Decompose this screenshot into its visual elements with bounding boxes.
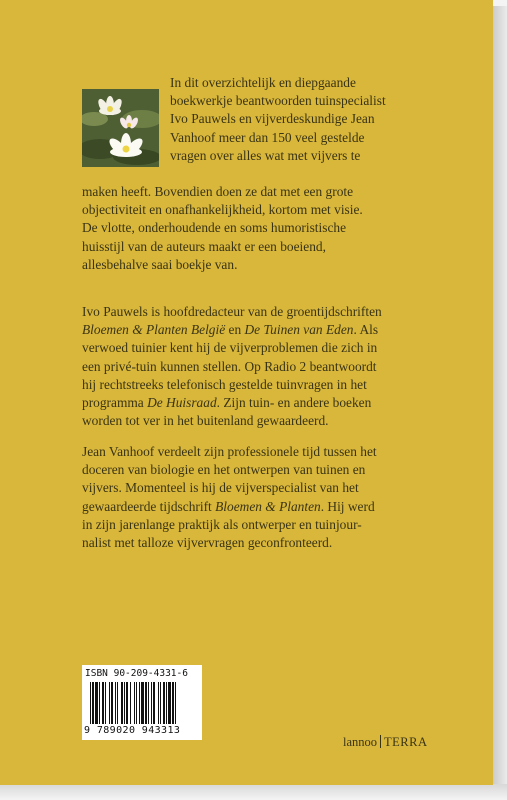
intro-line: maken heeft. Bovendien doen ze dat met een grote: [82, 184, 354, 199]
bio-line: Ivo Pauwels is hoofdredacteur van de groentijdschriften: [82, 304, 382, 319]
intro-line: In dit overzichtelijk en diepgaande: [170, 75, 356, 90]
intro-line: De vlotte, onderhoudende en soms humoristische: [82, 220, 347, 236]
barcode-stripe: [90, 682, 91, 724]
barcode-stripe: [115, 682, 116, 724]
page-bottom-shadow: [0, 784, 507, 800]
bio-line: [82, 394, 422, 412]
bio-text: en: [225, 322, 245, 338]
barcode-stripe: [151, 682, 152, 724]
barcode-stripe: [92, 682, 94, 724]
bio-line: een privé-tuin kunnen stellen. Op Radio 2 beantwoordt: [82, 358, 377, 374]
publisher-name-lannoo: lannoo: [343, 735, 378, 749]
barcode-stripe: [95, 682, 98, 724]
barcode-stripe: [141, 682, 144, 724]
bio-line: doceren van biologie en het ontwerpen van tuinen en: [82, 462, 366, 478]
barcode-stripe: [130, 682, 131, 724]
intro-line: boekwerkje beantwoorden tuinspecialist: [170, 93, 386, 109]
intro-line: Ivo Pauwels en vijverdeskundige Jean: [170, 111, 375, 127]
isbn-label: ISBN 90-209-4331-6: [85, 668, 188, 679]
intro-paragraph: [170, 74, 410, 165]
author-bio-pauwels: [82, 303, 422, 430]
bio-text: programma: [82, 395, 148, 411]
bio-text: . Zijn tuin- en andere boeken: [216, 395, 372, 411]
barcode-stripe: [163, 682, 165, 724]
intro-line: allesbehalve saai boekje van.: [82, 256, 238, 272]
publisher-logo: [343, 735, 428, 750]
bio-text: . Hij werd: [320, 498, 375, 514]
intro-line: Vanhoof meer dan 150 veel gestelde: [170, 129, 365, 145]
barcode-stripe: [168, 682, 171, 724]
barcode-stripe: [111, 682, 113, 724]
program-title: De Huisraad: [147, 395, 217, 411]
bio-text: gewaardeerde tijdschrift: [82, 498, 216, 514]
magazine-title: Bloemen & Planten: [215, 498, 321, 514]
barcode-stripe: [158, 682, 159, 724]
barcode-stripe: [121, 682, 123, 724]
bio-line: hij rechtstreeks telefonisch gestelde tuinvragen in het: [82, 376, 367, 392]
author-bio-vanhoof: [82, 443, 422, 552]
barcode-stripe: [153, 682, 155, 724]
barcode-bars: [90, 682, 196, 724]
barcode-stripe: [175, 682, 176, 724]
barcode-stripe: [102, 682, 104, 724]
barcode-stripe: [166, 682, 167, 724]
bio-line: verwoed tuinier kent hij de vijverproblemen die zich in: [82, 340, 378, 356]
intro-line: vragen over alles wat met vijvers te: [170, 147, 361, 163]
barcode-stripe: [139, 682, 140, 724]
publisher-name-terra: TERRA: [384, 735, 428, 749]
water-lily-illustration: [82, 89, 159, 167]
intro-paragraph-continued: [82, 183, 412, 274]
ean-digits: 9 789020 943313: [84, 725, 181, 736]
barcode-stripe: [136, 682, 137, 724]
barcode-stripe: [105, 682, 106, 724]
bio-line: Jean Vanhoof verdeelt zijn professionele tijd tussen het: [82, 444, 377, 459]
barcode-stripe: [126, 682, 128, 724]
barcode-stripe: [148, 682, 149, 724]
barcode-stripe: [145, 682, 147, 724]
barcode-stripe: [160, 682, 161, 724]
barcode-stripe: [117, 682, 118, 724]
barcode-stripe: [124, 682, 125, 724]
bio-line: vijvers. Momenteel is hij de vijverspecialist van het: [82, 480, 359, 496]
magazine-title: Bloemen & Planten België: [82, 322, 226, 338]
isbn-barcode: [82, 665, 202, 740]
barcode-stripe: [172, 682, 174, 724]
page-edge-shadow: [492, 6, 507, 800]
water-lily-image: [82, 89, 159, 167]
bio-text: . Als: [353, 322, 379, 338]
bio-line: [82, 321, 422, 339]
intro-line: huisstijl van de auteurs maakt er een boeiend,: [82, 238, 326, 254]
bio-line: [82, 498, 422, 516]
bio-line: worden tot ver in het buitenland gewaardeerd.: [82, 413, 329, 429]
bio-line: in zijn jarenlange praktijk als ontwerper en tuinjour-: [82, 516, 362, 532]
publisher-divider: [380, 735, 381, 748]
barcode-stripe: [109, 682, 110, 724]
barcode-stripe: [99, 682, 100, 724]
intro-line: objectiviteit en onafhankelijkheid, kortom met visie.: [82, 202, 363, 218]
barcode-stripe: [134, 682, 135, 724]
bio-line: nalist met talloze vijvervragen geconfronteerd.: [82, 535, 333, 551]
magazine-title: De Tuinen van Eden: [244, 322, 354, 338]
